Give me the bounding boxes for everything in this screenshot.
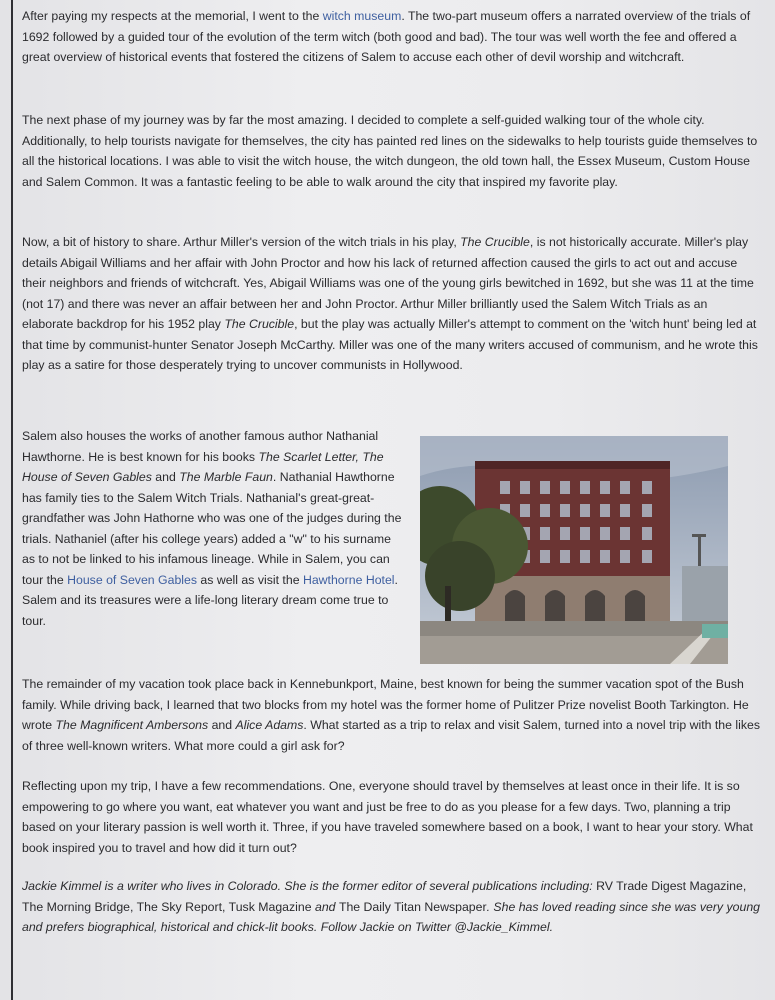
author-bio: Jackie Kimmel is a writer who lives in Colorado. She is the former editor of several publications including: RV Trade Digest Magazine, The Morning Bridge, The Sky Report, Tusk Magazine and The Daily Titan Newspaper. She has loved reading since she was very young and prefers biographical, historical and chick-lit books. Follow Jackie on Twitter @Jackie_Kimmel. [22,879,761,934]
witch-museum-link[interactable]: witch museum [322,9,402,23]
paragraph-witch-museum: After paying my respects at the memorial, I went to the witch museum. The two-part museum offers a narrated overview of the trials of 1692 followed by a guided tour of the evolution of the term witch (both good and bad). The tour was well worth the fee and offered a great overview of historical events that fostered the citizens of Salem to accuse each other of devil worship and witchcraft. [22,9,751,64]
left-margin-rule [11,0,13,1000]
paragraph-walking-tour: The next phase of my journey was by far the most amazing. I decided to complete a self-guided walking tour of the whole city. Additionally, to help tourists navigate for themselves, the city has painted red lines on the sidewalks to help tourists guide themselves to all the historical locations. I was able to visit the witch house, the witch dungeon, the old town hall, the Essex Museum, Custom House and Salem Common. It was a fantastic feeling to be able to walk around the city that inspired my favorite play. [22,113,758,189]
title-the-crucible-2: The Crucible [224,317,295,331]
title-the-crucible: The Crucible [460,235,530,249]
paragraph-kennebunkport: The remainder of my vacation took place back in Kennebunkport, Maine, best known for being the summer vacation spot of the Bush family. While driving back, I learned that two blocks from my hotel was the former home of Pulitzer Prize novelist Booth Tarkington. He wrote The Magnificent Ambersons and Alice Adams. What started as a trip to relax and visit Salem, turned into a novel trip with the likes of three well-known writers. What more could a girl ask for? [22,677,760,753]
paragraph-history: Now, a bit of history to share. Arthur Miller's version of the witch trials in his play, The Crucible, is not historically accurate. Miller's play details Abigail Williams and her affair with John Proctor and how his lack of returned affection caused the girls to act out and accuse their neighbors and friends of witchcraft. Yes, Abigail Williams was one of the young girls bewitched in 1692, but she was 11 at the time (not 17) and there was never an affair between her and John Proctor. Arthur Miller brilliantly used the Salem Witch Trials as an elaborate backdrop for his 1952 play The Crucible, but the play was actually Miller's attempt to comment on the 'witch hunt' being led at that time by communist-hunter Senator Joseph McCarthy. Miller was one of the many writers accused of communism, and he wrote this play as a satire for those desperately trying to uncover communists in Hollywood. [22,235,758,372]
hawthorne-hotel-photo [420,436,728,664]
hotel-photo-image [420,436,728,664]
hawthorne-hotel-link[interactable]: Hawthorne Hotel [302,572,395,587]
house-of-seven-gables-link[interactable]: House of Seven Gables [67,572,198,587]
paragraph-hawthorne: Salem also houses the works of another famous author Nathanial Hawthorne. He is best known for his books The Scarlet Letter, The House of Seven Gables and The Marble Faun. Nathanial Hawthorne has family ties to the Salem Witch Trials. Nathanial's great-great-grandfather was John Hathorne who was one of the judges during the trials. Nathaniel (after his college years) added a "w" to his surname as to not be linked to his infamous lineage. While in Salem, you can tour the House of Seven Gables as well as visit the Hawthorne Hotel. Salem and its treasures were a life-long literary dream come true to tour. [22,429,402,628]
paragraph-recommendations: Reflecting upon my trip, I have a few recommendations. One, everyone should travel by themselves at least once in their life. It is so empowering to go where you want, eat whatever you want and just be free to do as you please for a few days. Two, planning a trip based on your literary passion is well worth it. Three, if you have traveled somewhere based on a book, I want to hear your story. What book inspired you to travel and how did it turn out? [22,779,753,855]
